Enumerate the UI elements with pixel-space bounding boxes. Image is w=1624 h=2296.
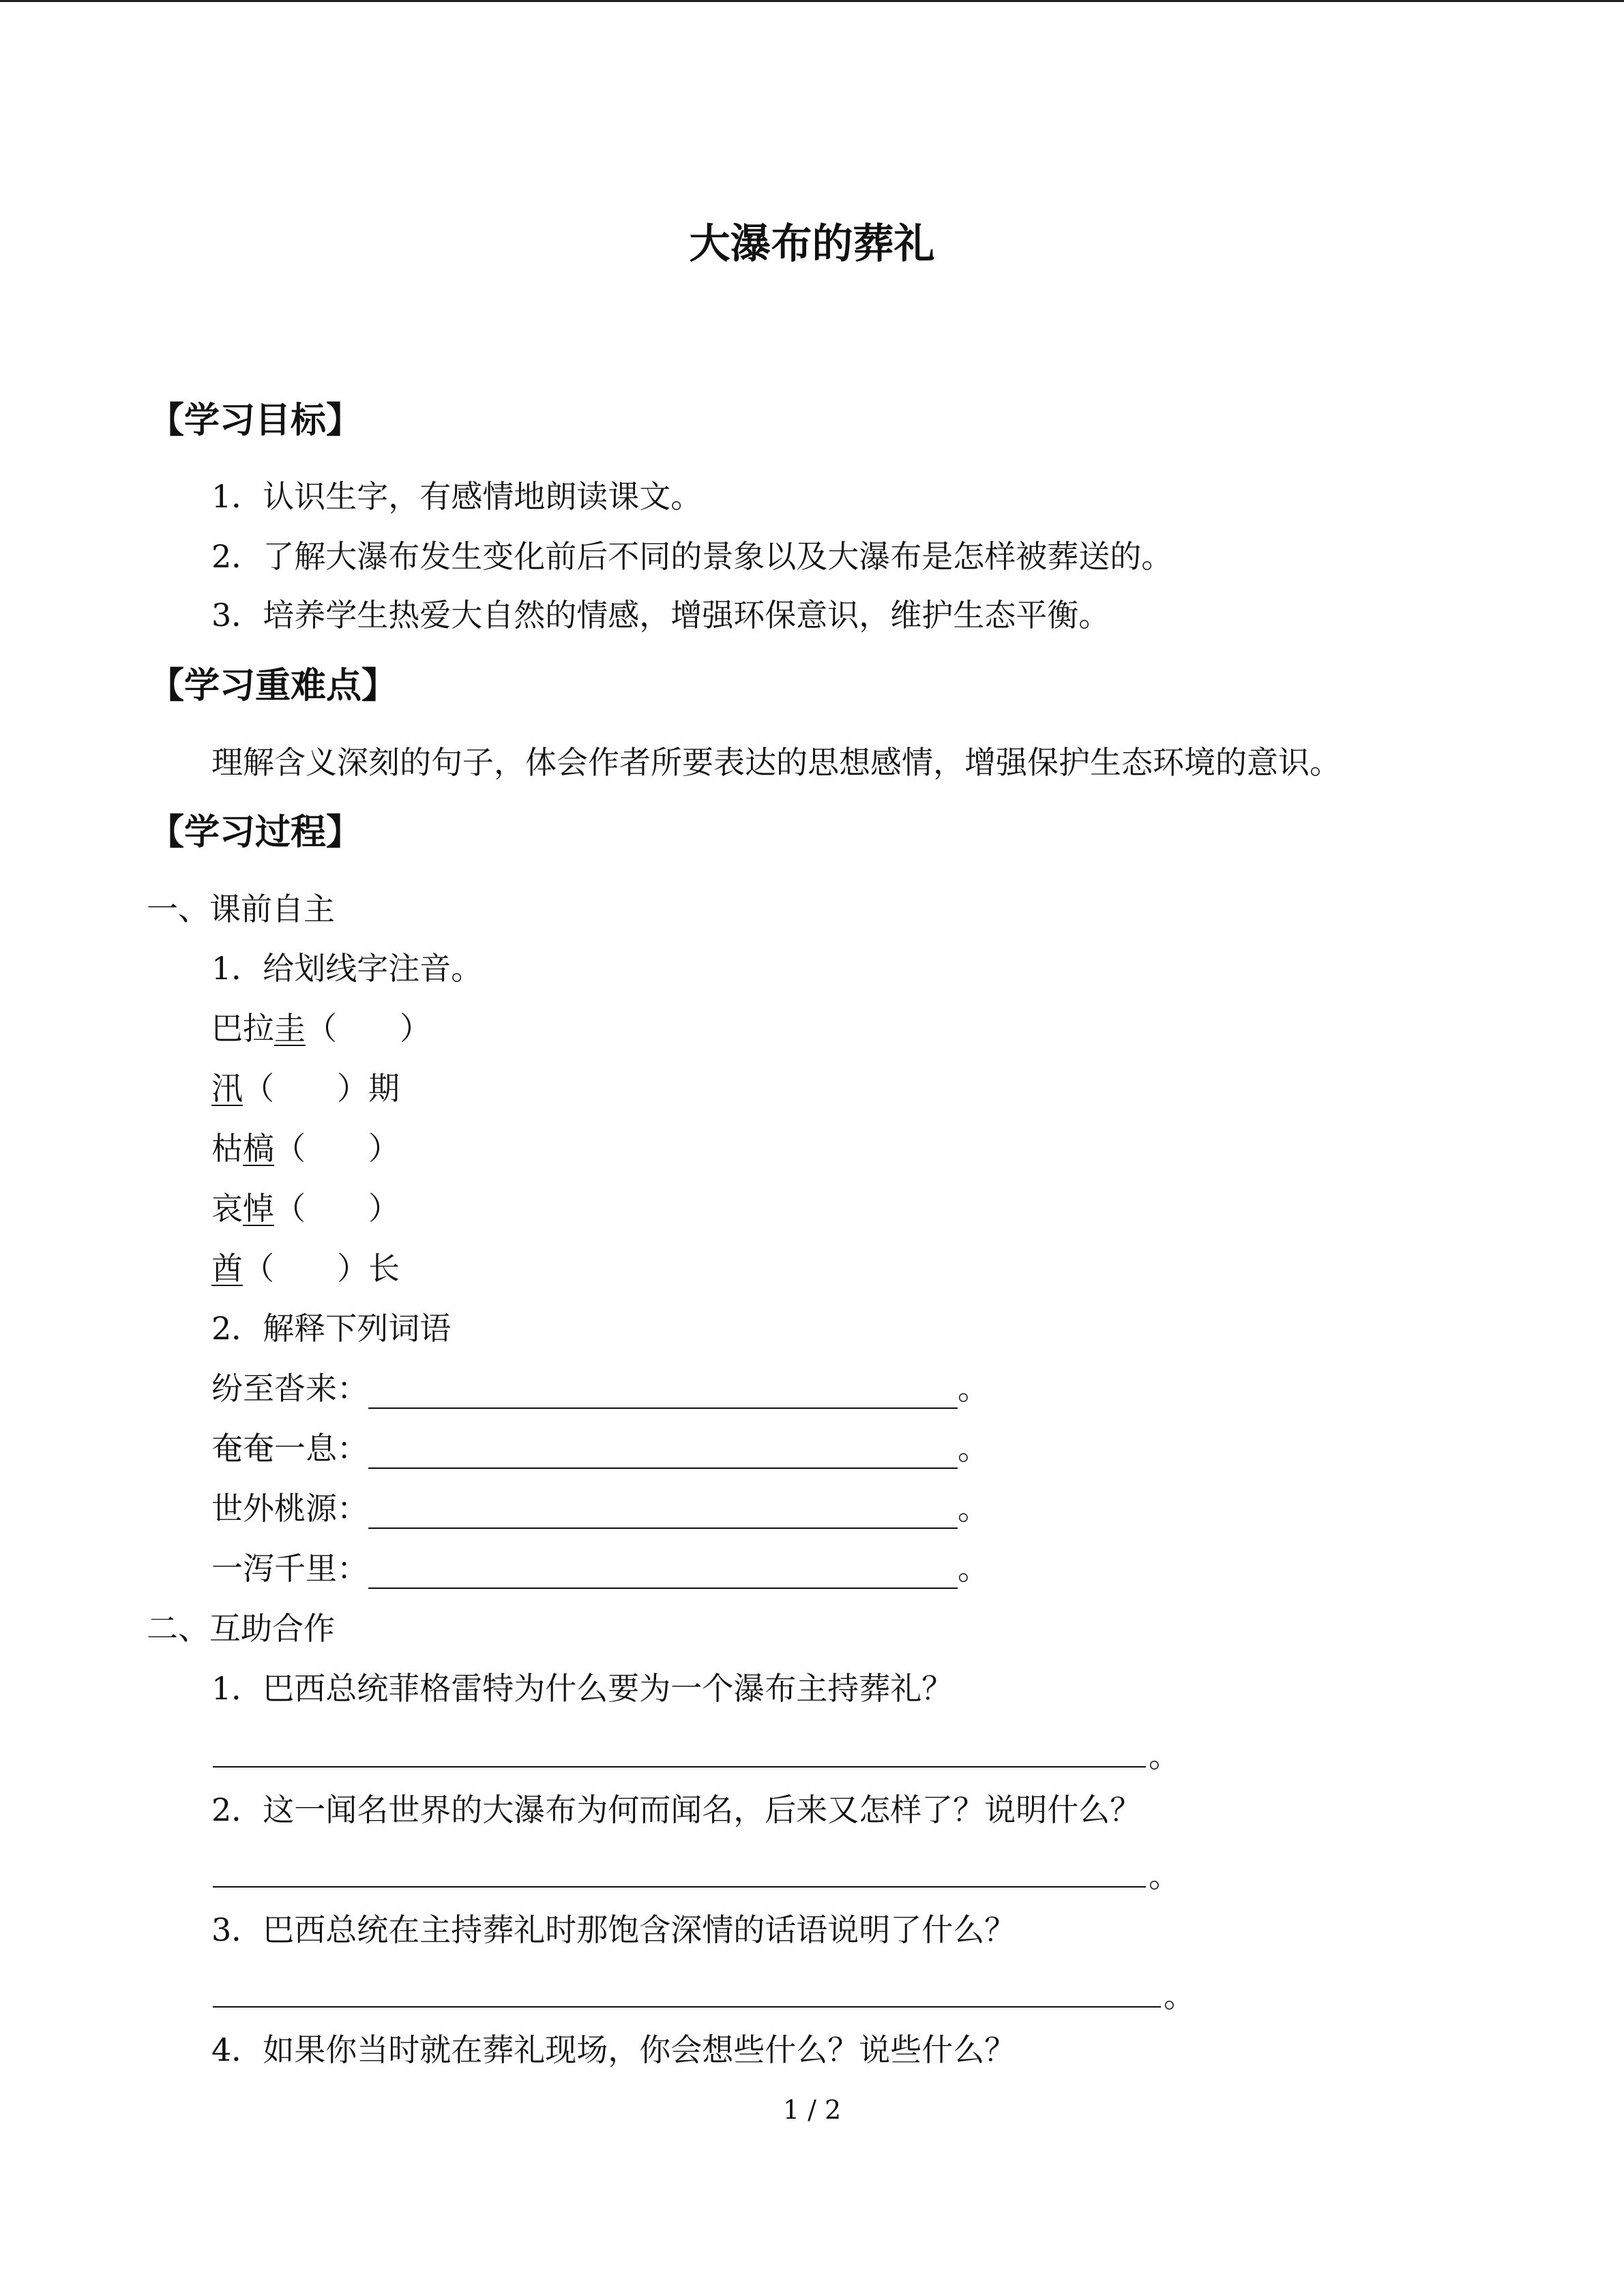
question: 1．巴西总统菲格雷特为什么要为一个瀑布主持葬礼？ [211, 1670, 954, 1707]
pinyin-item: 酋（ ）长 [211, 1250, 400, 1287]
answer-end: 。 [1164, 1978, 1195, 2014]
answer-line[interactable] [213, 1886, 1146, 1888]
process-heading: 【学习过程】 [149, 812, 362, 853]
goal-item: 2．了解大瀑布发生变化前后不同的景象以及大瀑布是怎样被葬送的。 [211, 538, 1173, 575]
goals-heading: 【学习目标】 [149, 400, 362, 441]
part1-title: 一、课前自主 [147, 891, 335, 927]
term-row: 奄奄一息： 。 [211, 1428, 989, 1469]
pinyin-item: 巴拉圭（ ） [211, 1010, 431, 1047]
question: 4．如果你当时就在葬礼现场，你会想些什么？说些什么？ [211, 2031, 1016, 2068]
pinyin-item: 哀悼（ ） [211, 1190, 400, 1227]
answer-line[interactable] [213, 1766, 1146, 1768]
answer-blank[interactable] [368, 1437, 958, 1469]
underlined-char: 圭 [274, 1010, 306, 1047]
answer-line[interactable] [213, 2006, 1161, 2008]
top-border [0, 0, 1624, 2]
term-row: 纷至沓来： 。 [211, 1368, 989, 1409]
question: 3．巴西总统在主持葬礼时那饱含深情的话语说明了什么？ [211, 1911, 1016, 1948]
goal-item: 1．认识生字，有感情地朗读课文。 [211, 478, 703, 515]
page-title: 大瀑布的葬礼 [689, 220, 935, 268]
key-points-text: 理解含义深刻的句子，体会作者所要表达的思想感情，增强保护生态环境的意识。 [211, 744, 1341, 781]
underlined-char: 汛 [211, 1070, 243, 1107]
answer-end: 。 [1149, 1858, 1180, 1894]
page-number: 1 / 2 [782, 2095, 842, 2125]
underlined-char: 悼 [243, 1190, 274, 1227]
answer-blank[interactable] [368, 1557, 958, 1589]
answer-blank[interactable] [368, 1497, 958, 1529]
answer-blank[interactable] [368, 1377, 958, 1409]
underlined-char: 槁 [243, 1130, 274, 1167]
answer-end: 。 [1149, 1738, 1180, 1774]
term-row: 世外桃源： 。 [211, 1488, 989, 1529]
question: 2．这一闻名世界的大瀑布为何而闻名，后来又怎样了？说明什么？ [211, 1791, 1142, 1828]
underlined-char: 酋 [211, 1250, 243, 1287]
q1-title: 1．给划线字注音。 [211, 950, 483, 987]
part2-title: 二、互助合作 [147, 1610, 335, 1647]
key-points-heading: 【学习重难点】 [149, 666, 398, 706]
pinyin-item: 枯槁（ ） [211, 1130, 400, 1167]
goal-item: 3．培养学生热爱大自然的情感，增强环保意识，维护生态平衡。 [211, 597, 1110, 633]
q2-title: 2．解释下列词语 [211, 1310, 452, 1347]
pinyin-item: 汛（ ）期 [211, 1070, 400, 1107]
term-row: 一泻千里： 。 [211, 1548, 989, 1589]
